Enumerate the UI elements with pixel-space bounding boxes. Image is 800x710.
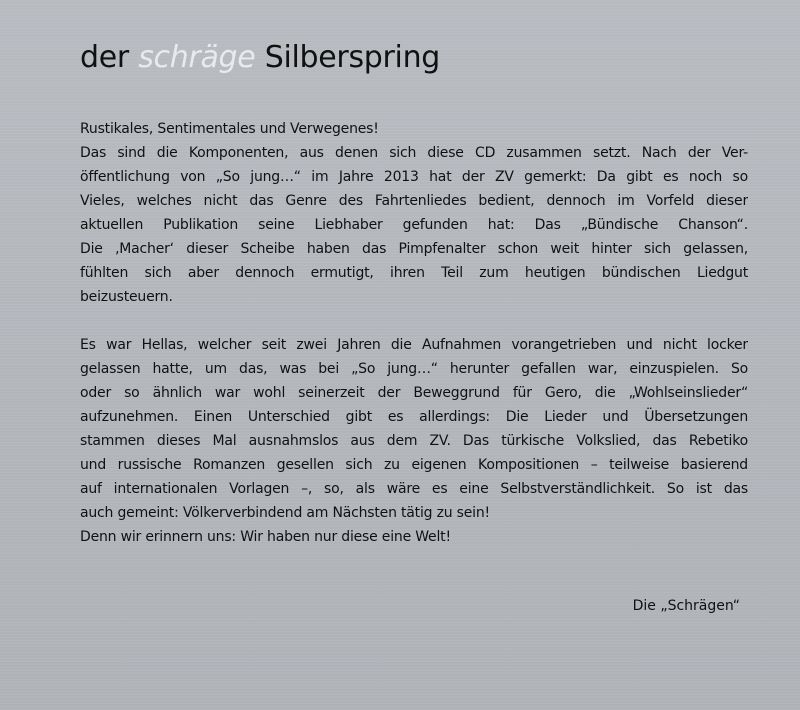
text-line: Die ‚Macher‘ dieser Scheibe haben das Pimpfenalter schon weit hinter sich gelassen,	[80, 241, 748, 257]
text-line: Es war Hellas, welcher seit zwei Jahren die Aufnahmen vorangetrieben und nicht locker	[80, 337, 748, 353]
text-line: beizusteuern.	[80, 289, 173, 305]
paragraph-gap	[80, 309, 748, 333]
text-line: auch gemeint: Völkerverbindend am Nächsten tätig zu sein!	[80, 505, 490, 521]
text-line: oder so ähnlich war wohl seinerzeit der Beweggrund für Gero, die „Wohlseinslieder“	[80, 385, 748, 401]
text-line: gelassen hatte, um das, was bei „So jung…“ herunter gefallen war, einzuspielen. So	[80, 361, 748, 377]
text-line: aktuellen Publikation seine Liebhaber gefunden hat: Das „Bündische Chanson“.	[80, 217, 748, 233]
text-line: und russische Romanzen gesellen sich zu eigenen Kompositionen – teilweise basierend	[80, 457, 748, 473]
text-line: öffentlichung von „So jung…“ im Jahre 2013 hat der ZV gemerkt: Da gibt es noch so	[80, 169, 748, 185]
page-title	[80, 36, 440, 80]
text-line: Denn wir erinnern uns: Wir haben nur diese eine Welt!	[80, 529, 451, 545]
title-part-1: der	[80, 40, 129, 75]
title-part-2: Silberspring	[264, 40, 441, 75]
body-text	[80, 117, 748, 549]
text-line: stammen dieses Mal ausnahmslos aus dem ZV. Das türkische Volkslied, das Rebetiko	[80, 433, 748, 449]
text-line: aufzunehmen. Einen Unterschied gibt es allerdings: Die Lieder und Übersetzungen	[80, 409, 748, 425]
paragraph-1	[80, 117, 748, 309]
text-line: fühlten sich aber dennoch ermutigt, ihren Teil zum heutigen bündischen Liedgut	[80, 265, 748, 281]
text-line: Vieles, welches nicht das Genre des Fahrtenliedes bedient, dennoch im Vorfeld dieser	[80, 193, 748, 209]
text-line: auf internationalen Vorlagen –, so, als wäre es eine Selbstverständlichkeit. So ist das	[80, 481, 748, 497]
text-line: Rustikales, Sentimentales und Verwegenes!	[80, 121, 379, 137]
signature: Die „Schrägen“	[632, 598, 740, 614]
text-line: Das sind die Komponenten, aus denen sich diese CD zusammen setzt. Nach der Ver-	[80, 145, 748, 161]
title-accent-word: schräge	[138, 40, 256, 75]
paragraph-2	[80, 333, 748, 549]
